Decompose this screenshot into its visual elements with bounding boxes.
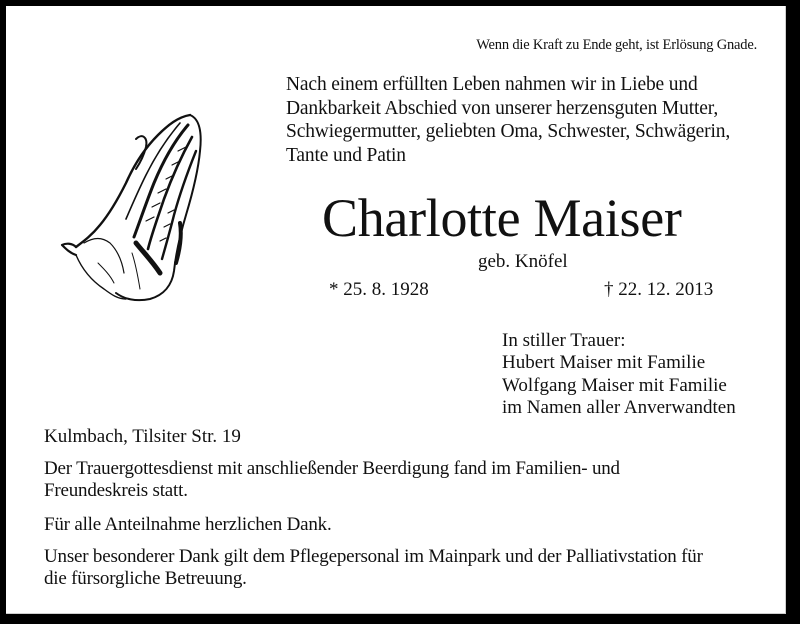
mourner: im Namen aller Anverwandten (502, 397, 736, 419)
intro-text (286, 73, 730, 167)
mourners-list (502, 330, 736, 420)
paragraph-line: Unser besonderer Dank gilt dem Pflegepersonal im Mainpark und der Palliativstation für (44, 546, 703, 567)
obituary-notice (6, 6, 786, 614)
deceased-name: Charlotte Maiser (322, 188, 682, 248)
intro-line: Dankbarkeit Abschied von unserer herzensguten Mutter, (286, 97, 719, 119)
praying-hands-icon (40, 103, 230, 303)
paragraph-line: Für alle Anteilnahme herzlichen Dank. (44, 514, 332, 535)
mourner: Hubert Maiser mit Familie (502, 352, 706, 374)
mourner: Wolfgang Maiser mit Familie (502, 374, 727, 396)
motto: Wenn die Kraft zu Ende geht, ist Erlösung Gnade. (476, 37, 757, 53)
intro-line: Schwiegermutter, geliebten Oma, Schwester, Schwägerin, (286, 121, 731, 143)
paragraph-line: die fürsorgliche Betreuung. (44, 568, 247, 590)
mourners-heading: In stiller Trauer: (502, 330, 626, 351)
funeral-info-paragraph (44, 458, 620, 503)
intro-line: Tante und Patin (286, 144, 406, 166)
death-date: † 22. 12. 2013 (604, 279, 714, 300)
birth-date: * 25. 8. 1928 (329, 279, 429, 300)
maiden-name: geb. Knöfel (478, 251, 568, 272)
intro-line: Nach einem erfüllten Leben nahmen wir in Liebe und (286, 74, 698, 95)
special-thanks-paragraph (44, 546, 703, 591)
paragraph-line: Freundeskreis statt. (44, 480, 188, 502)
thanks-paragraph (44, 514, 332, 536)
paragraph-line: Der Trauergottesdienst mit anschließender Beerdigung fand im Familien- und (44, 458, 620, 479)
address: Kulmbach, Tilsiter Str. 19 (44, 426, 241, 447)
